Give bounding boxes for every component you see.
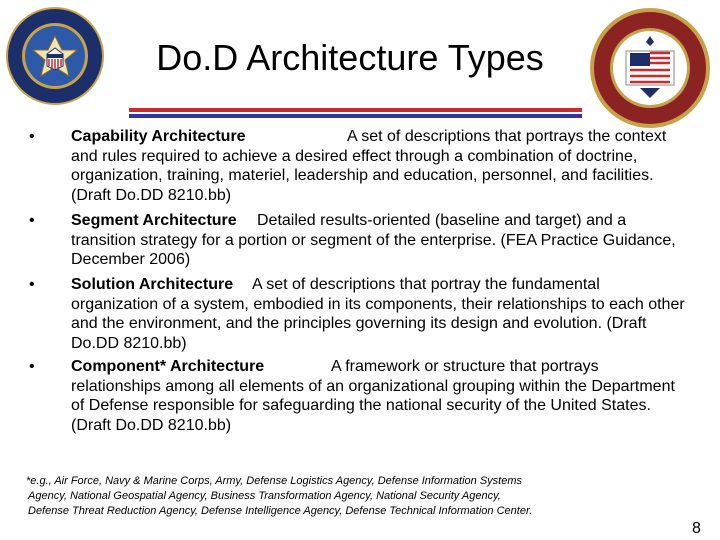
bullet-term: Capability Architecture <box>71 128 246 145</box>
slide-title: Do.D Architecture Types <box>156 37 544 78</box>
bullet-text <box>71 275 686 353</box>
bullet-text <box>71 211 686 270</box>
bullet-term: Solution Architecture <box>71 276 234 293</box>
bullet-description: A set of descriptions that portray the fundamental organization of a system, embodied in its components, their relationships to each other and the environment, and the principles governing its design and evolution. (Draft Do.DD 8210.bb) <box>71 276 685 352</box>
bullet-description: Detailed results-oriented (baseline and target) and a transition strategy for a portion or segment of the enterprise. (FEA Practice Guidance, December 2006) <box>71 212 676 269</box>
bullet-description: A set of descriptions that portrays the context and rules required to achieve a desired effect through a combination of doctrine, organization, training, materiel, leadership and education, personnel, and facilities. (Draft Do.DD 8210.bb) <box>71 128 667 204</box>
dod-cio-seal-logo <box>588 6 712 130</box>
bullet-description: A framework or structure that portrays relationships among all elements of an organizational grouping within the Department of Defense responsible for safeguarding the national security of the United States. (Draft Do.DD 8210.bb) <box>71 358 675 434</box>
bullet-icon: • <box>29 276 35 293</box>
bullet-term: Segment Architecture <box>71 212 237 229</box>
bullet-icon: • <box>29 212 35 229</box>
bullet-icon: • <box>29 358 35 375</box>
title-underline-blue <box>129 114 582 118</box>
bullet-term: Component* Architecture <box>71 358 265 375</box>
title-underline-red <box>129 108 582 112</box>
footnote: *e.g., Air Force, Navy & Marine Corps, Army, Defense Logistics Agency, Defense Information Systems Agency, National Geospatial Agency, Business Transformation Agency, National Security Agency, Defense Threat Reduction Agency, Defense Intelligence Agency, Defense Technical Information Center. <box>26 475 533 517</box>
bullet-icon: • <box>29 128 35 145</box>
bullet-text <box>71 127 686 205</box>
bullet-text <box>71 357 686 435</box>
page-number: 8 <box>692 520 701 537</box>
dod-seal-logo <box>5 6 105 106</box>
